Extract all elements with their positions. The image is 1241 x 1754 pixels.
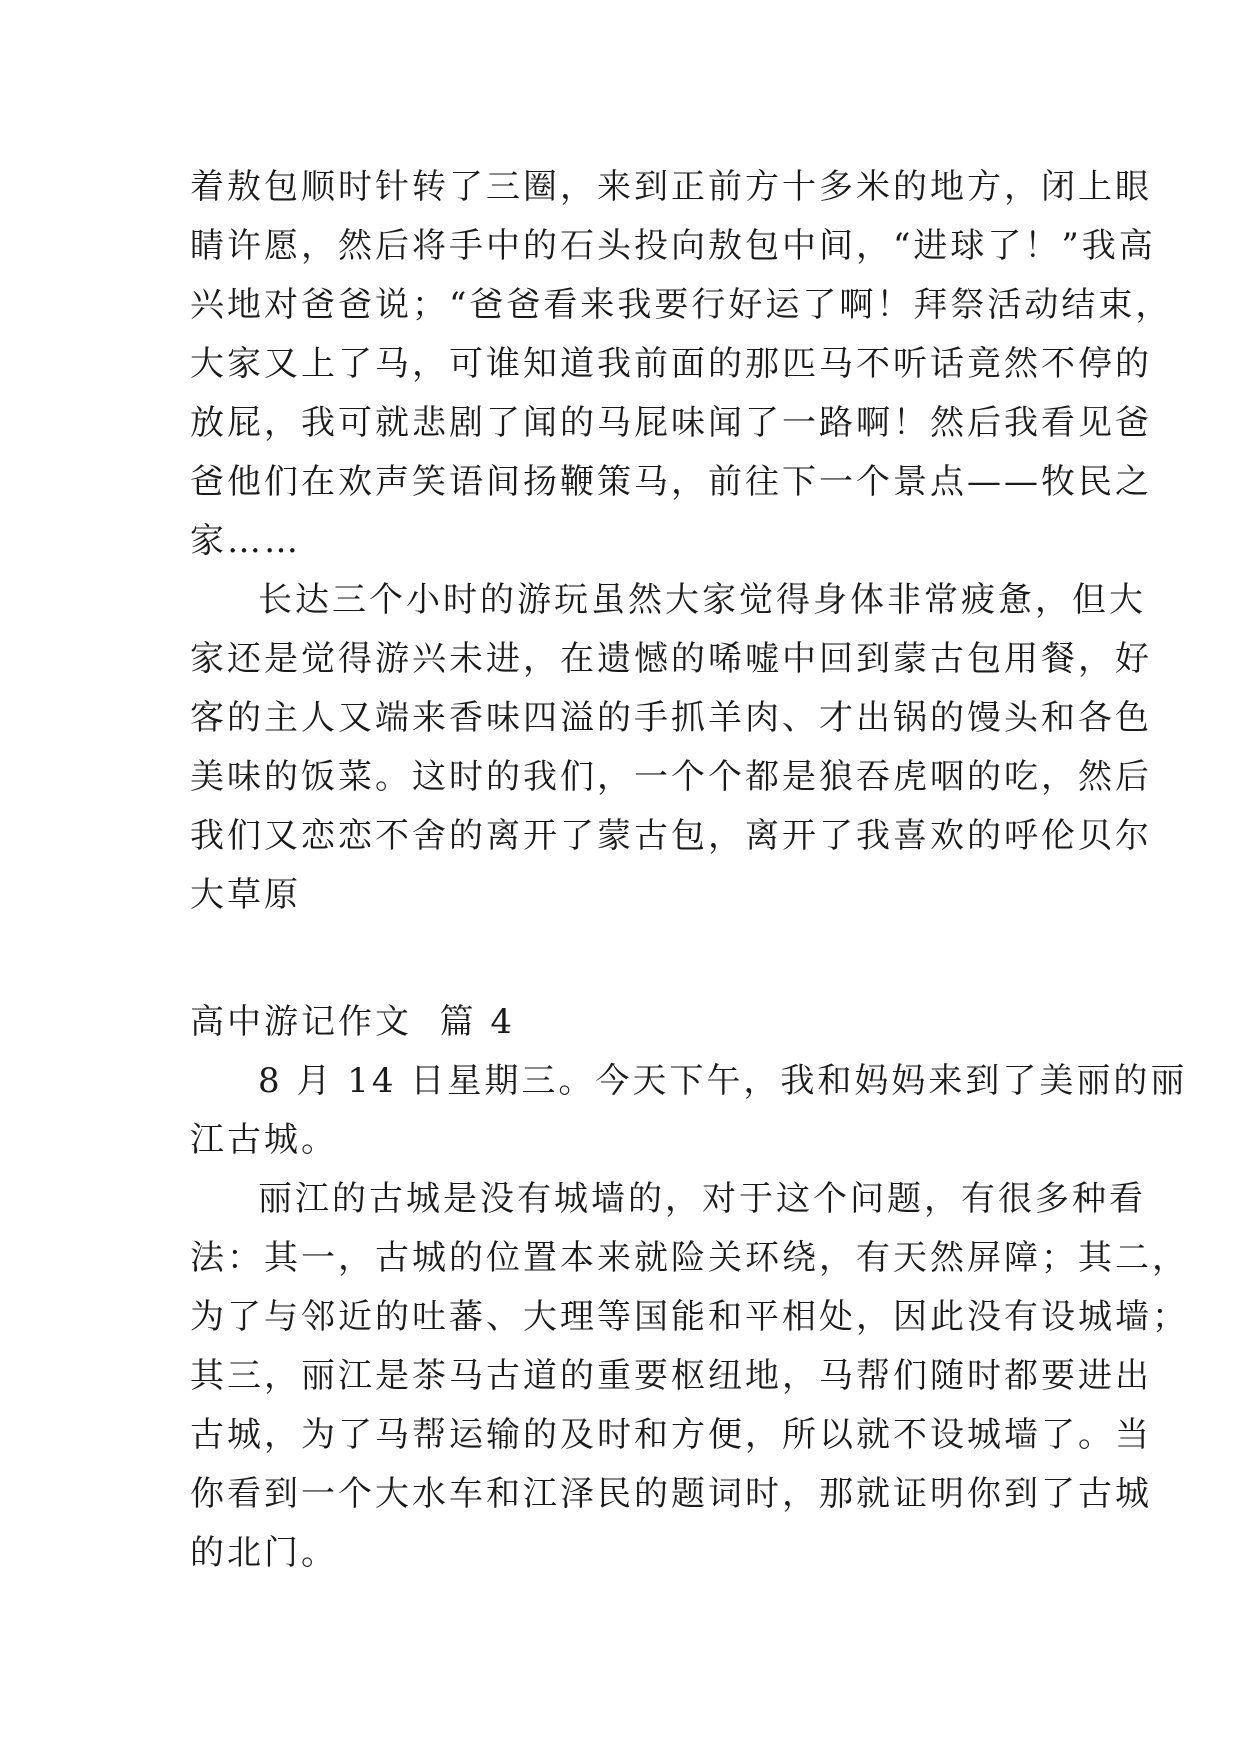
paragraph-4 bbox=[190, 1170, 1189, 1583]
text-line: 爸他们在欢声笑语间扬鞭策马，前往下一个景点——牧民之 bbox=[190, 462, 1152, 502]
text-line: 你看到一个大水车和江泽民的题词时，那就证明你到了古城 bbox=[190, 1474, 1152, 1514]
text-line: 为了与邻近的吐蕃、大理等国能和平相处，因此没有设城墙； bbox=[190, 1297, 1189, 1337]
text-line: 8 月 14 日星期三。今天下午，我和妈妈来到了美丽的丽 bbox=[258, 1061, 1188, 1101]
text-line: 客的主人又端来香味四溢的手抓羊肉、才出锅的馒头和各色 bbox=[190, 698, 1152, 738]
text-line: 法：其一，古城的位置本来就险关环绕，有天然屏障；其二， bbox=[190, 1238, 1189, 1278]
text-line: 长达三个小时的游玩虽然大家觉得身体非常疲惫，但大 bbox=[258, 580, 1146, 620]
paragraph-1 bbox=[190, 158, 1173, 571]
section-heading: 高中游记作文 篇 4 bbox=[190, 1002, 516, 1042]
paragraph-3 bbox=[190, 1052, 1188, 1170]
text-line: 放屁，我可就悲剧了闻的马屁味闻了一路啊！然后我看见爸 bbox=[190, 403, 1152, 443]
text-line: 家还是觉得游兴未进，在遗憾的唏嘘中回到蒙古包用餐，好 bbox=[190, 639, 1152, 679]
text-line: 古城，为了马帮运输的及时和方便，所以就不设城墙了。当 bbox=[190, 1415, 1152, 1455]
text-line: 江古城。 bbox=[190, 1120, 338, 1160]
text-line: 家…… bbox=[190, 521, 301, 561]
text-line: 丽江的古城是没有城墙的，对于这个问题，有很多种看 bbox=[258, 1179, 1146, 1219]
text-line: 的北门。 bbox=[190, 1533, 338, 1573]
paragraph-2 bbox=[190, 571, 1152, 925]
text-line: 睛许愿，然后将手中的石头投向敖包中间，“进球了！”我高 bbox=[190, 226, 1156, 266]
text-line: 兴地对爸爸说；“爸爸看来我要行好运了啊！拜祭活动结束， bbox=[190, 285, 1173, 325]
text-line: 着敖包顺时针转了三圈，来到正前方十多米的地方，闭上眼 bbox=[190, 167, 1152, 207]
text-line: 大草原 bbox=[190, 875, 301, 915]
text-line: 其三，丽江是茶马古道的重要枢纽地，马帮们随时都要进出 bbox=[190, 1356, 1152, 1396]
text-line: 我们又恋恋不舍的离开了蒙古包，离开了我喜欢的呼伦贝尔 bbox=[190, 816, 1152, 856]
text-line: 美味的饭菜。这时的我们，一个个都是狼吞虎咽的吃，然后 bbox=[190, 757, 1152, 797]
text-line: 大家又上了马，可谁知道我前面的那匹马不听话竟然不停的 bbox=[190, 344, 1152, 384]
section-gap bbox=[190, 925, 1070, 993]
document-page bbox=[190, 158, 1189, 1583]
